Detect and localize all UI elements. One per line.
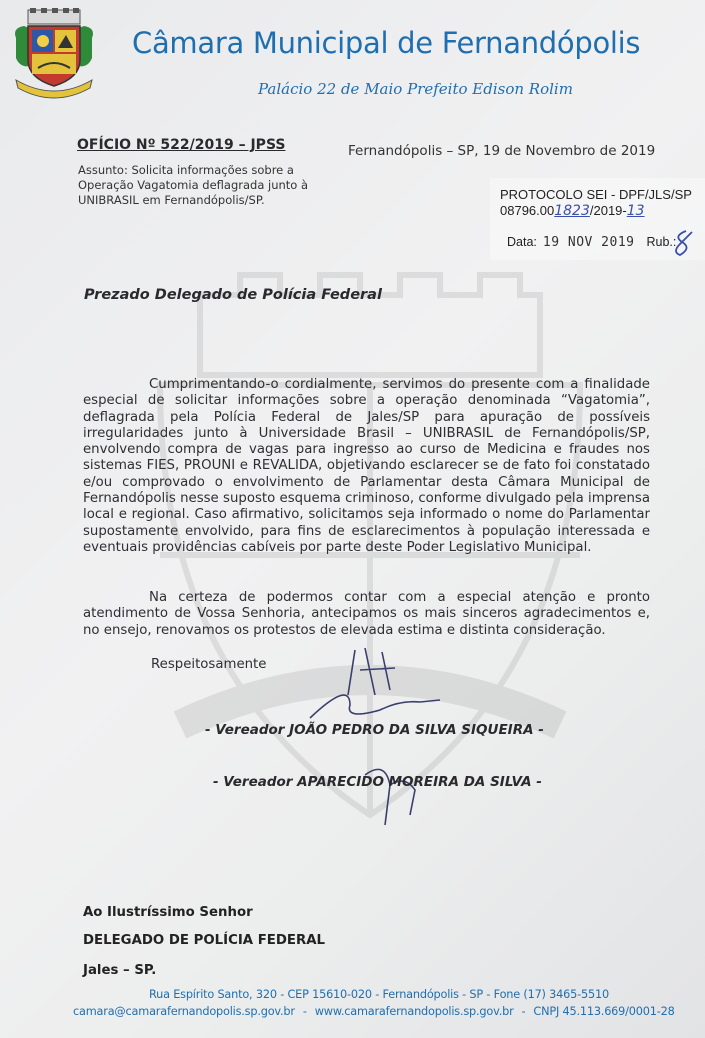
stamp-protocol-label: PROTOCOLO SEI - DPF/JLS/SP <box>500 187 692 202</box>
addressee-line: DELEGADO DE POLÍCIA FEDERAL <box>83 933 325 948</box>
institution-subtitle: Palácio 22 de Maio Prefeito Edison Rolim <box>258 80 573 98</box>
closing: Respeitosamente <box>151 657 267 672</box>
stamp-handwritten-number: 1823 <box>554 203 590 219</box>
body-paragraph <box>83 590 650 639</box>
rubric-signature-icon <box>668 228 698 258</box>
stamp-protocol-number <box>500 203 645 219</box>
footer-address: Rua Espírito Santo, 320 - CEP 15610-020 - Fernandópolis - SP - Fone (17) 3465-5510 <box>149 988 609 1001</box>
subject-line: UNIBRASIL em Fernandópolis/SP. <box>78 193 265 207</box>
signer-name: - Vereador JOÃO PEDRO DA SILVA SIQUEIRA - <box>205 722 544 738</box>
subject-block <box>78 163 348 208</box>
footer-contacts: camara@camarafernandopolis.sp.gov.br - www.camarafernandopolis.sp.gov.br - CNPJ 45.113.669/0001-28 <box>73 1005 675 1018</box>
municipal-crest-logo <box>10 8 98 100</box>
subject-line: Operação Vagatomia deflagrada junto à <box>78 178 309 192</box>
stamp-number-mid: /2019- <box>589 203 627 218</box>
salutation: Prezado Delegado de Polícia Federal <box>84 287 382 303</box>
stamp-date-value: 19 NOV 2019 <box>542 235 635 250</box>
subject-line: Assunto: Solicita informações sobre a <box>78 163 294 177</box>
signer-name: - Vereador APARECIDO MOREIRA DA SILVA - <box>213 774 542 790</box>
stamp-handwritten-suffix: 13 <box>626 203 645 219</box>
signature-icon <box>345 755 435 835</box>
addressee-line: Jales – SP. <box>83 963 157 978</box>
protocol-stamp <box>490 178 705 260</box>
body-paragraph <box>83 377 650 556</box>
signature-icon <box>290 640 470 730</box>
paragraph-text: Cumprimentando-o cordialmente, servimos do presente com a finalidade especial de solicitar informações sobre a operação denominada “Vagatomia”, deflagrada pela Polícia Federal de Jales/SP para apuração de possíveis irregularidades junto à Universidade Brasil – UNIBRASIL de Fernandópolis/SP, envolvendo compra de vagas para ingresso ao curso de Medicina e fraudes nos sistemas FIES, PROUNI e REVALIDA, objetivando esclarecer se de fato foi constatado e/ou comprovado o envolvimento de Parlamentar desta Câmara Municipal de Fernandópolis nesse suposto esquema criminoso, conforme divulgado pela imprensa local e regional. Caso afirmativo, solicitamos seja informado o nome do Parlamentar supostamente envolvido, para fins de esclarecimentos à população interessada e eventuais providências cabíveis por parte deste Poder Legislativo Municipal. <box>83 377 650 555</box>
addressee-line: Ao Ilustríssimo Senhor <box>83 905 253 920</box>
stamp-rub-label: Rub.: <box>646 235 677 249</box>
footer-website: www.camarafernandopolis.sp.gov.br <box>314 1005 514 1018</box>
document-reference: OFÍCIO Nº 522/2019 – JPSS <box>77 137 286 153</box>
stamp-date-row <box>507 235 676 250</box>
place-and-date: Fernandópolis – SP, 19 de Novembro de 2019 <box>348 143 656 159</box>
footer-cnpj: CNPJ 45.113.669/0001-28 <box>533 1005 675 1018</box>
stamp-number-prefix: 08796.00 <box>500 203 555 218</box>
footer-email: camara@camarafernandopolis.sp.gov.br <box>73 1005 295 1018</box>
paragraph-text: Na certeza de podermos contar com a especial atenção e pronto atendimento de Vossa Senhoria, antecipamos os mais sinceros agradecimentos e, no ensejo, renovamos os protestos de elevada estima e distinta consideração. <box>83 590 650 638</box>
stamp-date-label: Data: <box>507 235 537 249</box>
institution-title: Câmara Municipal de Fernandópolis <box>132 26 641 60</box>
